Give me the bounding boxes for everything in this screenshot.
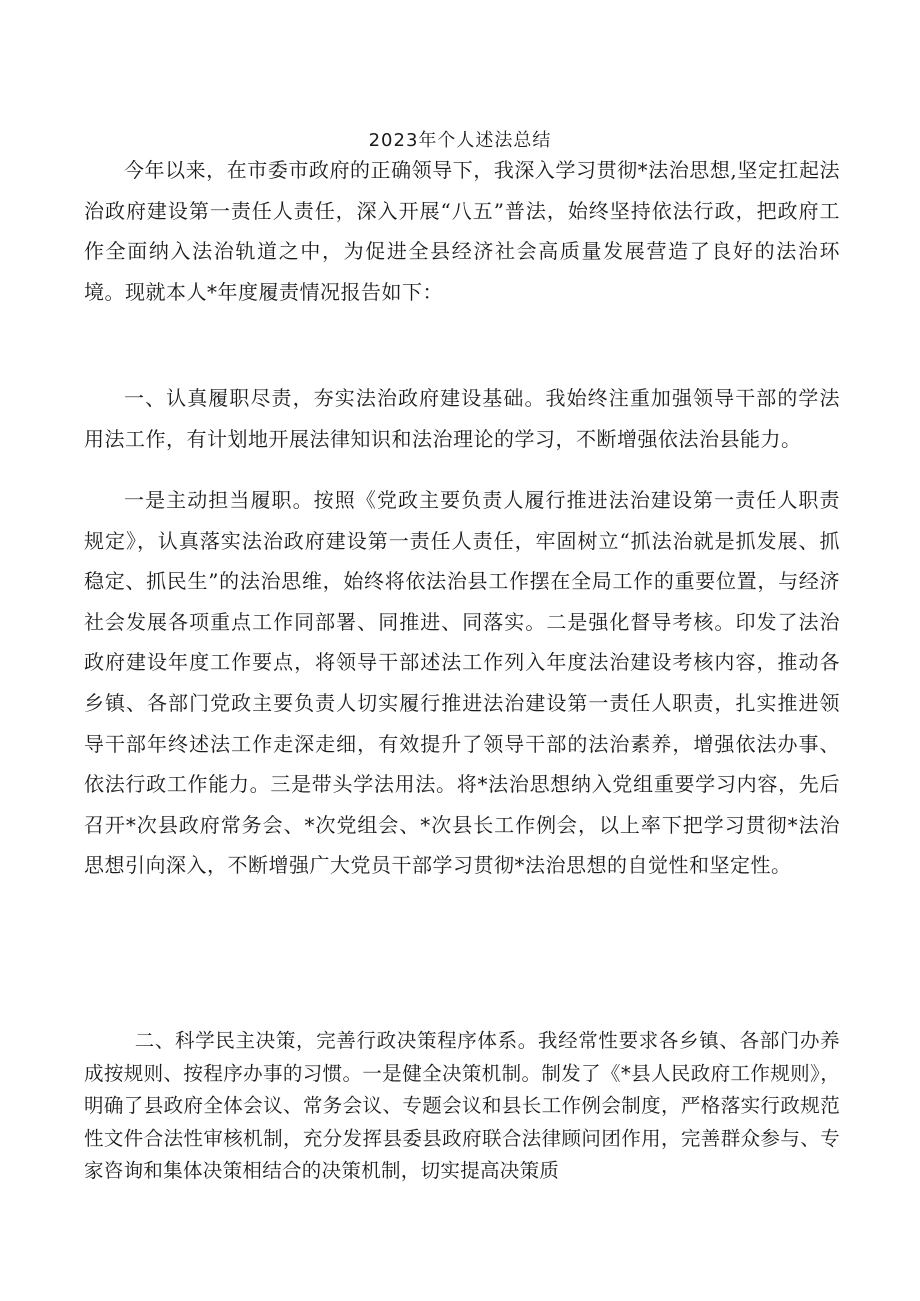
section-one-detail-block bbox=[84, 480, 840, 886]
paragraph-section-one-detail: 一是主动担当履职。按照《党政主要负责人履行推进法治建设第一责任人职责规定》，认真落实法治政府建设第一责任人责任，牢固树立“抓法治就是抓发展、抓稳定、抓民生”的法治思维，始终将依法治县工作摆在全局工作的重要位置，与经济社会发展各项重点工作同部署、同推进、同落实。二是强化督导考核。印发了法治政府建设年度工作要点，将领导干部述法工作列入年度法治建设考核内容，推动各乡镇、各部门党政主要负责人切实履行推进法治建设第一责任人职责，扎实推进领导干部年终述法工作走深走细，有效提升了领导干部的法治素养，增强依法办事、依法行政工作能力。三是带头学法用法。将*法治思想纳入党组重要学习内容，先后召开*次县政府常务会、*次党组会、*次县长工作例会，以上率下把学习贯彻*法治思想引向深入，不断增强广大党员干部学习贯彻*法治思想的自觉性和坚定性。 bbox=[84, 488, 840, 878]
paragraph-intro: 今年以来，在市委市政府的正确领导下，我深入学习贯彻*法治思想,坚定扛起法治政府建设第一责任人责任，深入开展“八五”普法，始终坚持依法行政，把政府工作全面纳入法治轨道之中，为促进全县经济社会高质量发展营造了良好的法治环境。现就本人*年度履责情况报告如下： bbox=[84, 158, 840, 304]
section-two-block bbox=[84, 1025, 840, 1188]
section-one-heading-block bbox=[84, 378, 840, 459]
paragraph-section-one: 一、认真履职尽责，夯实法治政府建设基础。我始终注重加强领导干部的学法用法工作，有计划地开展法律知识和法治理论的学习，不断增强依法治县能力。 bbox=[84, 386, 840, 451]
document-title: 2023年个人述法总结 bbox=[368, 130, 552, 151]
paragraph-section-two: 二、科学民主决策，完善行政决策程序体系。我经常性要求各乡镇、各部门办养成按规则、按程序办事的习惯。一是健全决策机制。制发了《*县人民政府工作规则》，明确了县政府全体会议、常务会议、专题会议和县长工作例会制度，严格落实行政规范性文件合法性审核机制，充分发挥县委县政府联合法律顾问团作用，完善群众参与、专家咨询和集体决策相结合的决策机制，切实提高决策质 bbox=[84, 1029, 840, 1183]
intro-section bbox=[84, 150, 840, 312]
